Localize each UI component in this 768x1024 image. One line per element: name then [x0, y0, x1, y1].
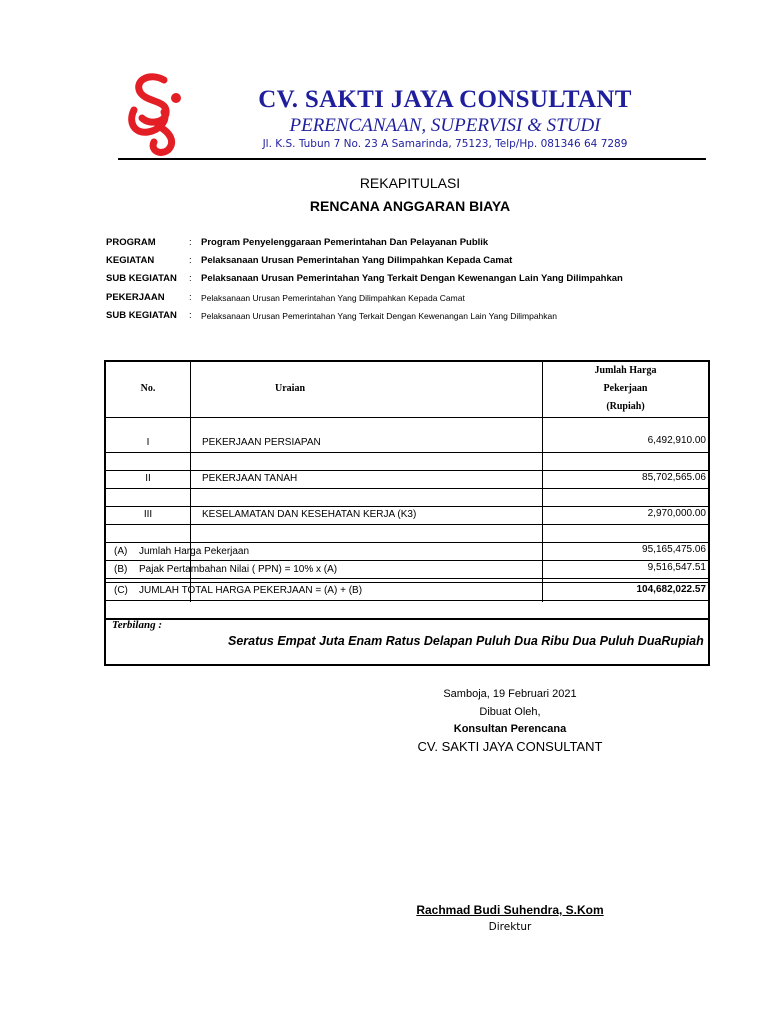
company-address: Jl. K.S. Tubun 7 No. 23 A Samarinda, 75123, Telp/Hp. 081346 64 7289	[262, 138, 628, 150]
summary-code: (C)	[114, 585, 128, 596]
row-divider	[106, 524, 708, 525]
row-divider	[106, 542, 708, 543]
signature-company: CV. SAKTI JAYA CONSULTANT	[417, 739, 603, 754]
info-colon: :	[189, 273, 192, 284]
signer-name	[360, 903, 660, 917]
info-colon: :	[189, 237, 192, 248]
summary-label: Pajak Pertambahan Nilai ( PPN) = 10% x (A)	[139, 564, 338, 575]
info-value: Pelaksanaan Urusan Pemerintahan Yang Dilimpahkan Kepada Camat	[201, 255, 513, 266]
row-divider	[106, 470, 708, 471]
header-jumlah-line2: Pekerjaan	[603, 383, 648, 394]
item-uraian: PEKERJAAN PERSIAPAN	[202, 437, 321, 448]
item-no: II	[145, 473, 151, 484]
info-label: SUB KEGIATAN	[106, 310, 177, 321]
item-amount: 2,970,000.00	[647, 508, 706, 519]
header-jumlah-line1: Jumlah Harga	[594, 365, 657, 376]
signature-place-date: Samboja, 19 Februari 2021	[443, 688, 577, 700]
info-colon: :	[189, 292, 192, 303]
budget-table	[104, 360, 710, 666]
document-title: REKAPITULASI	[359, 175, 461, 191]
company-logo	[120, 70, 186, 156]
row-divider	[106, 488, 708, 489]
item-uraian: KESELAMATAN DAN KESEHATAN KERJA (K3)	[202, 509, 417, 520]
summary-code: (B)	[114, 564, 128, 575]
summary-total-amount: 104,682,022.57	[636, 584, 706, 595]
row-divider	[106, 578, 708, 579]
summary-label: Jumlah Harga Pekerjaan	[139, 546, 250, 557]
header-no: No.	[140, 383, 156, 394]
item-amount: 6,492,910.00	[647, 435, 706, 446]
document-subtitle: RENCANA ANGGARAN BIAYA	[309, 198, 511, 214]
signer-name-text: Rachmad Budi Suhendra, S.Kom	[416, 903, 604, 917]
info-value: Program Penyelenggaraan Pemerintahan Dan Pelayanan Publik	[201, 237, 489, 248]
info-value: Pelaksanaan Urusan Pemerintahan Yang Terkait Dengan Kewenangan Lain Yang Dilimpahkan	[201, 311, 557, 321]
summary-label: JUMLAH TOTAL HARGA PEKERJAAN = (A) + (B)	[139, 585, 363, 596]
company-tagline: PERENCANAAN, SUPERVISI & STUDI	[289, 115, 601, 136]
row-divider	[106, 560, 708, 561]
info-value: Pelaksanaan Urusan Pemerintahan Yang Terkait Dengan Kewenangan Lain Yang Dilimpahkan	[201, 273, 623, 284]
signature-made-by: Dibuat Oleh,	[479, 706, 541, 718]
item-uraian: PEKERJAAN TANAH	[202, 473, 298, 484]
summary-amount: 95,165,475.06	[642, 544, 706, 555]
summary-amount: 9,516,547.51	[647, 562, 706, 573]
header-uraian: Uraian	[275, 383, 305, 394]
info-colon: :	[189, 255, 192, 266]
logo-mark-icon	[120, 70, 186, 156]
summary-code: (A)	[114, 546, 128, 557]
info-label: KEGIATAN	[106, 255, 155, 266]
terbilang-text: Seratus Empat Juta Enam Ratus Delapan Puluh Dua Ribu Dua Puluh DuaRupiah	[228, 634, 704, 648]
row-divider	[106, 506, 708, 507]
item-no: I	[146, 437, 150, 448]
header-divider	[106, 417, 708, 418]
row-divider	[106, 452, 708, 453]
info-label: SUB KEGIATAN	[106, 273, 177, 284]
info-value: Pelaksanaan Urusan Pemerintahan Yang Dilimpahkan Kepada Camat	[201, 293, 465, 303]
company-name: CV. SAKTI JAYA CONSULTANT	[258, 86, 632, 113]
terbilang-label: Terbilang :	[112, 619, 163, 631]
item-no: III	[143, 509, 153, 520]
info-colon: :	[189, 310, 192, 321]
row-divider	[106, 582, 708, 583]
info-label: PEKERJAAN	[106, 292, 165, 303]
terbilang-divider	[106, 618, 708, 620]
item-amount: 85,702,565.06	[642, 472, 706, 483]
signature-role: Konsultan Perencana	[453, 723, 567, 735]
signer-title: Direktur	[488, 921, 532, 933]
row-divider	[106, 600, 708, 601]
info-label: PROGRAM	[106, 237, 156, 248]
letterhead-divider	[118, 158, 706, 160]
header-jumlah-line3: (Rupiah)	[606, 401, 645, 412]
